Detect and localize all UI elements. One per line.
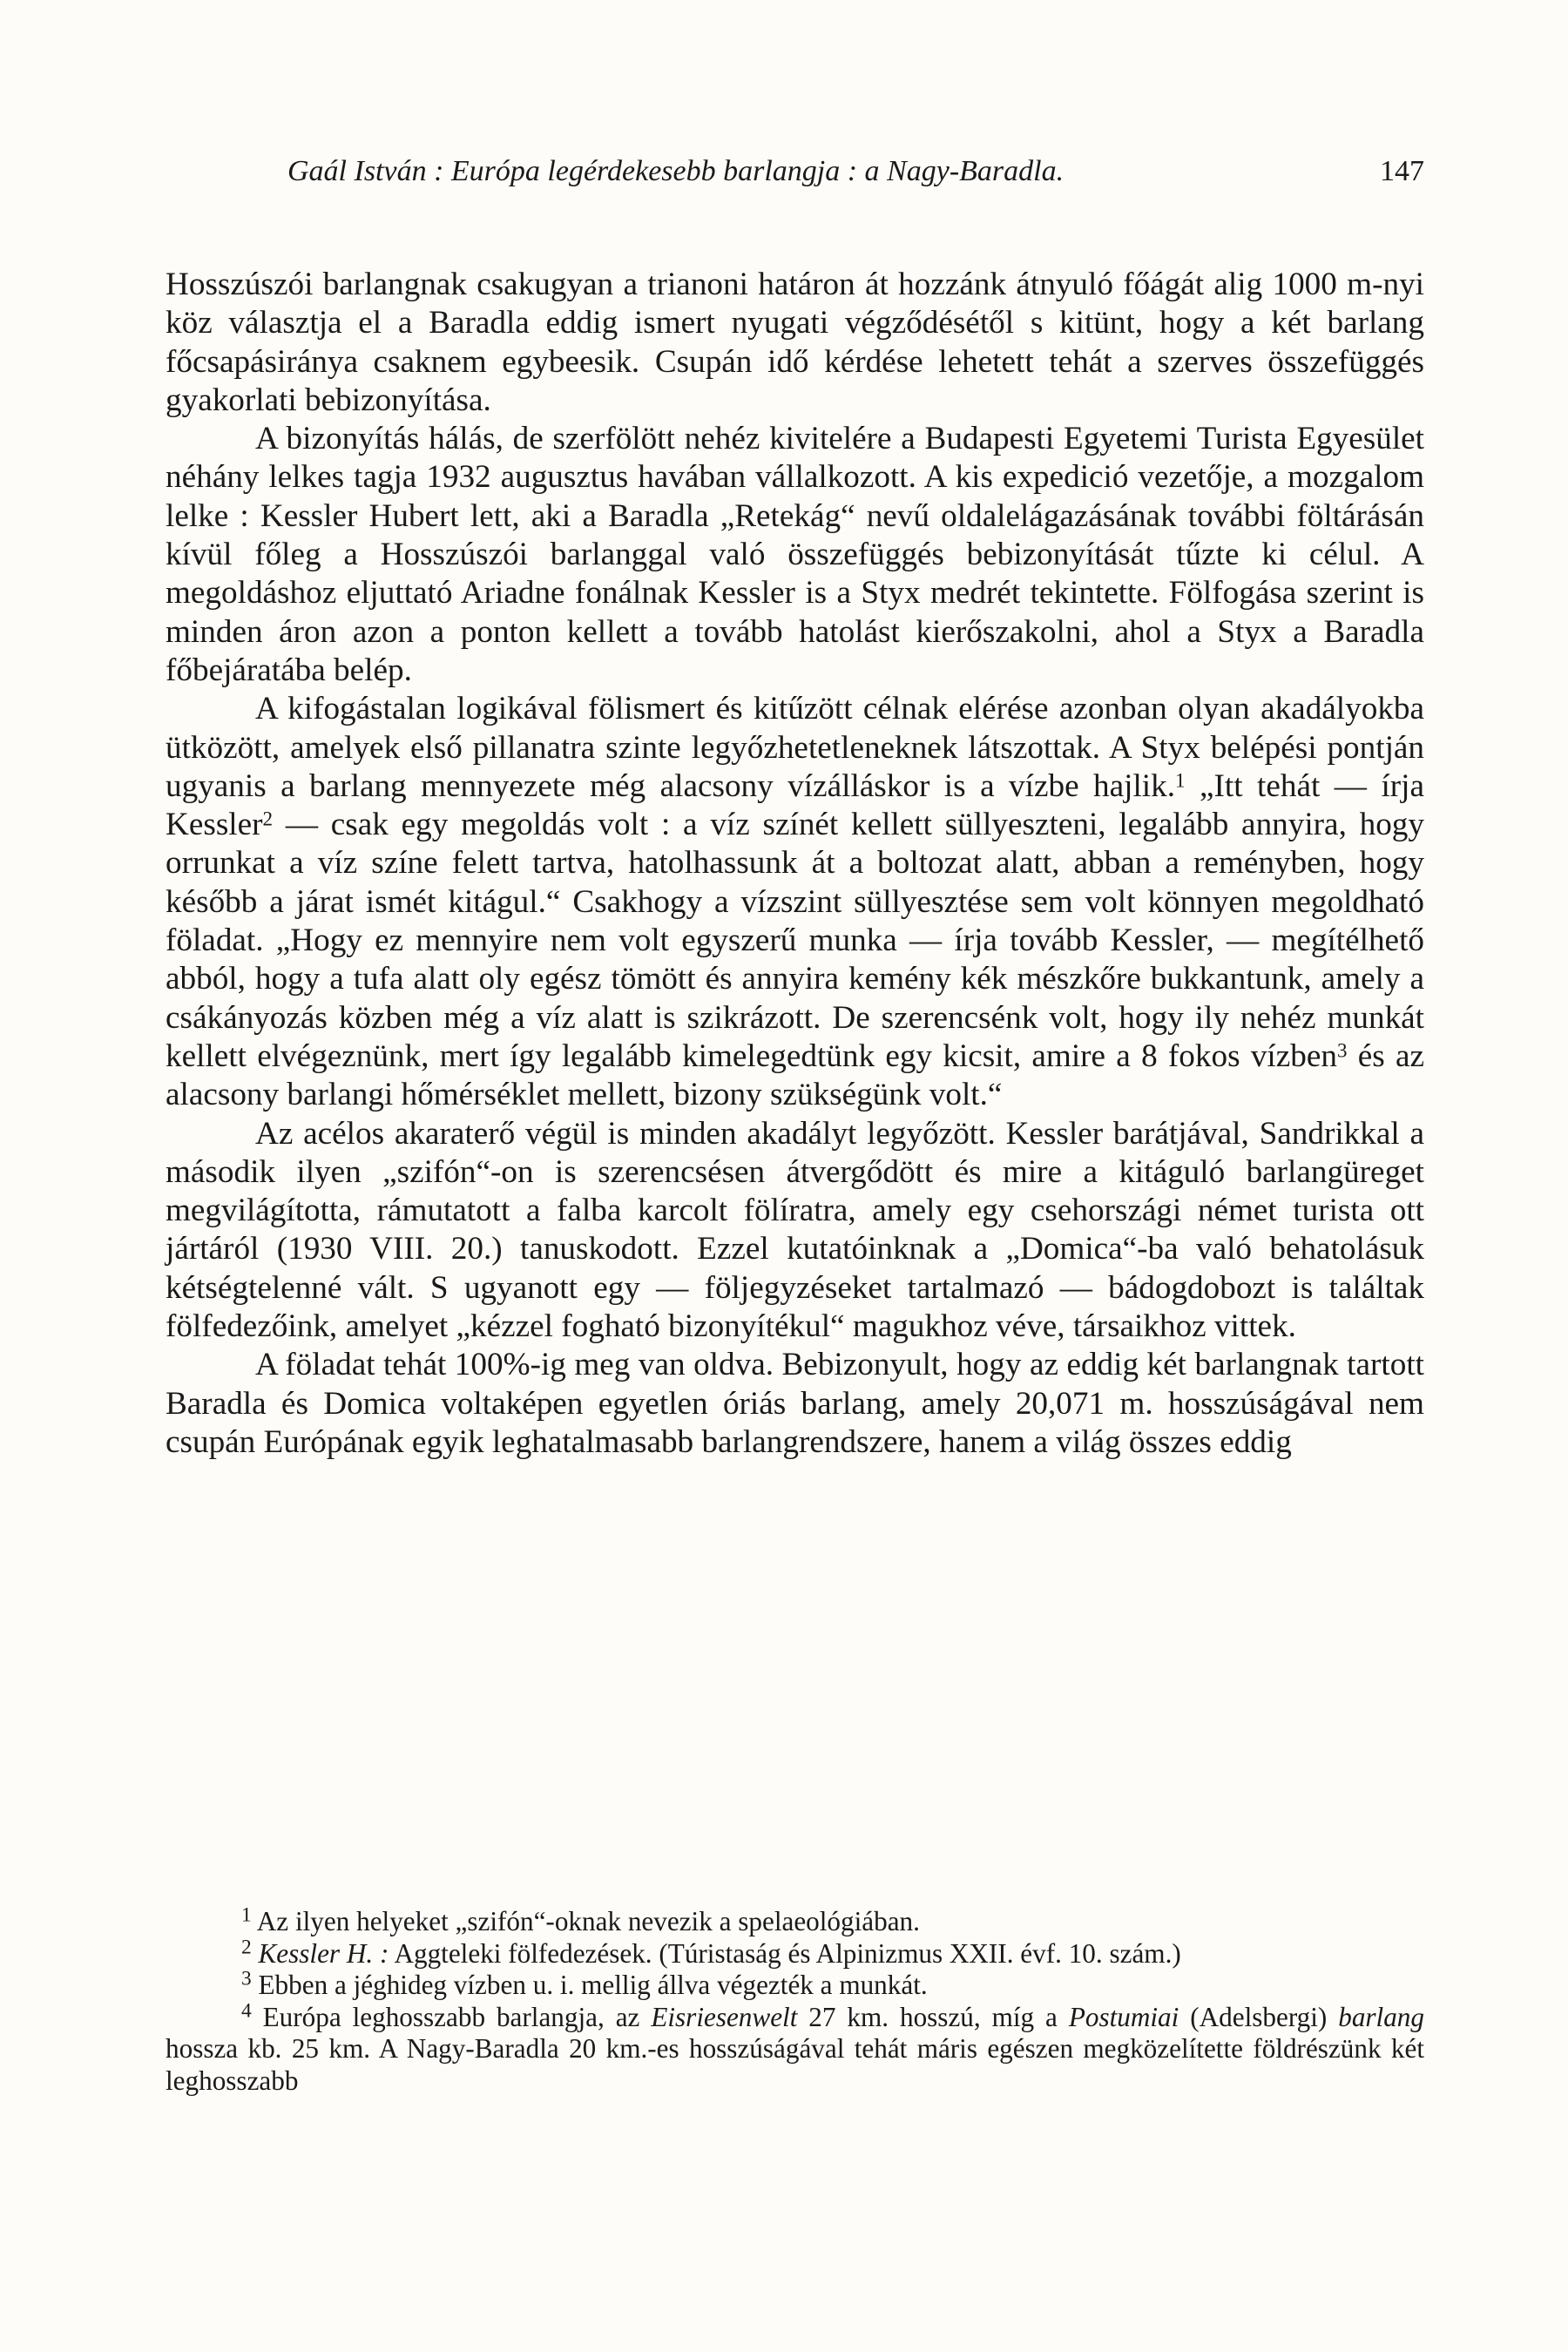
paragraph-3-part-b: „Itt tehát — írja Kessler — [166, 767, 1424, 843]
main-text — [166, 266, 1424, 1462]
footnote-3 — [166, 1967, 1424, 2002]
footnote-1 — [166, 1903, 1424, 1938]
footnote-4-text-a: Európa leghosszabb barlangja, az — [251, 2001, 652, 2032]
footnote-ref-3: 3 — [1336, 1038, 1348, 1062]
footnotes — [166, 1903, 1424, 2097]
footnote-4-postumiai: Postumiai — [1068, 2001, 1179, 2032]
paragraph-2: A bizonyítás hálás, de szerfölött nehéz kivitelére a Budapesti Egyetemi Turista Egyesület néhány lelkes tagja 1932 augusztus havában vállalkozott. A kis expedició vezetője, a mozgalom lelke : Kessler Hubert lett, aki a Baradla „Retekág“ nevű oldalelágazásának további föltárásán kívül főleg a Hosszúszói barlanggal való összefüggés bebizonyítását tűzte ki célul. A megoldáshoz eljuttató Ariadne fonálnak Kessler is a Styx medrét tekintette. Fölfogása szerint is minden áron azon a ponton kellett a tovább hatolást kierőszakolni, ahol a Styx a Baradla főbejáratába belép. — [166, 421, 1424, 688]
footnote-3-mark: 3 — [241, 1967, 252, 1990]
footnote-2 — [166, 1935, 1424, 1970]
page-number: 147 — [1380, 155, 1424, 187]
running-title: Gaál István : Európa legérdekesebb barlangja : a Nagy-Baradla. — [287, 155, 1064, 187]
footnote-4-eisriesenwelt: Eisriesenwelt — [651, 2001, 798, 2032]
footnote-4-mark: 4 — [241, 1998, 252, 2022]
footnote-4-text-g: hossza kb. 25 km. A Nagy-Baradla 20 km.-es hosszúságával tehát máris egészen megközelítette földrészünk két leghosszabb — [166, 2033, 1424, 2096]
footnote-2-author: Kessler H. : — [251, 1937, 389, 1969]
footnote-4-text-c: 27 km. hosszú, míg a — [797, 2001, 1069, 2032]
footnote-1-mark: 1 — [241, 1903, 252, 1927]
paragraph-3 — [166, 690, 1424, 1114]
paragraph-1: Hosszúszói barlangnak csakugyan a trianoni határon át hozzánk átnyuló főágát alig 1000 m-nyi köz választja el a Baradla eddig ismert nyugati végződésétől s kitünt, hogy a két barlang főcsapásiránya csaknem egybeesik. Csupán idő kérdése lehetett tehát a szerves összefüggés gyakorlati bebizonyítása. — [166, 267, 1424, 418]
footnote-ref-2: 2 — [262, 807, 274, 830]
running-header — [287, 150, 1424, 193]
footnote-4-text-e: (Adelsbergi) — [1179, 2001, 1339, 2032]
footnote-ref-1: 1 — [1175, 768, 1186, 792]
footnote-1-text: Az ilyen helyeket „szifón“-oknak nevezik a spelaeológiában. — [251, 1906, 920, 1936]
footnote-2-text: Aggteleki fölfedezések. (Túristaság és Alpinizmus XXII. évf. 10. szám.) — [389, 1937, 1181, 1969]
paragraph-5: A föladat tehát 100%-ig meg van oldva. Bebizonyult, hogy az eddig két barlangnak tartott Baradla és Domica voltaképen egyetlen óriás barlang, amely 20,071 m. hosszúságával nem csupán Európának egyik leghatalmasabb barlangrendszere, hanem a világ összes eddig — [166, 1347, 1424, 1460]
footnote-4-barlang: barlang — [1338, 2001, 1424, 2032]
paragraph-3-part-a: A kifogástalan logikával fölismert és kitűzött célnak elérése azonban olyan akadályokba ütközött, amelyek első pillanatra szinte legyőzhetetleneknek látszottak. A Styx belépési pontján ugyanis a barlang mennyezete még alacsony vízálláskor is a vízbe hajlik. — [166, 691, 1424, 804]
paragraph-3-part-d: és az alacsony barlangi hőmérséklet mellett, bizony szükségünk volt.“ — [166, 1037, 1424, 1113]
paragraph-3-part-c: — csak egy megoldás volt : a víz színét kellett süllyeszteni, legalább annyira, hogy orrunkat a víz színe felett tartva, hatolhassunk át a boltozat alatt, abban a reményben, hogy később a járat ismét kitágul.“ Csakhogy a vízszint süllyesztése sem volt könnyen megoldható föladat. „Hogy ez mennyire nem volt egyszerű munka — írja tovább Kessler, — megítélhető abból, hogy a tufa alatt oly egész tömött és annyira kemény kék mészkőre bukkantunk, amely a csákányozás közben még a víz alatt is szikrázott. De szerencsénk volt, hogy ily nehéz munkát kellett elvégeznünk, mert így legalább kimelegedtünk egy kicsit, amire a 8 fokos vízben — [166, 807, 1424, 1074]
paragraph-4: Az acélos akaraterő végül is minden akadályt legyőzött. Kessler barátjával, Sandrikkal a második ilyen „szifón“-on is szerencsésen átvergődött és mire a kitáguló barlangüreget megvilágította, rámutatott a falba karcolt fölíratra, amely egy csehországi német turista ott jártáról (1930 VIII. 20.) tanuskodott. Ezzel kutatóinknak a „Domica“-ba való behatolásuk kétségtelenné vált. S ugyanott egy — följegyzéseket tartalmazó — bádogdobozt is találtak fölfedezőink, amelyet „kézzel fogható bizonyítékul“ magukhoz véve, társaikhoz vittek. — [166, 1115, 1424, 1345]
footnote-4 — [166, 1998, 1424, 2098]
footnote-3-text: Ebben a jéghideg vízben u. i. mellig állva végezték a munkát. — [251, 1970, 928, 2000]
footnote-2-mark: 2 — [241, 1935, 252, 1958]
